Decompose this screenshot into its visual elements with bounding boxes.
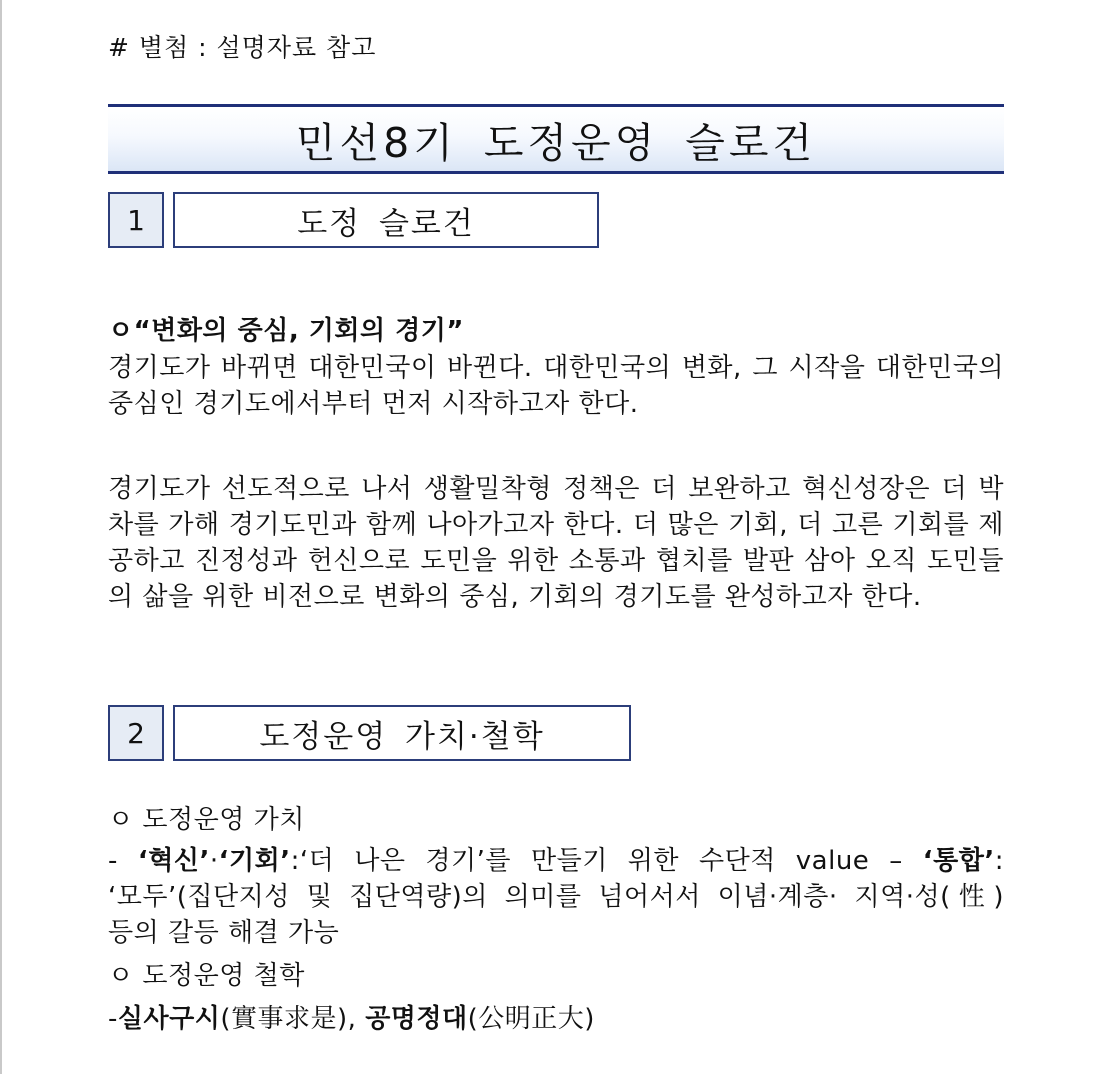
philosophy-prefix: - [108, 1004, 118, 1034]
value-line-3: 등의 갈등 해결 가능 [108, 918, 340, 948]
section-2-number: 2 [108, 705, 164, 761]
philosophy-term-1: 실사구시 [117, 1004, 221, 1034]
section-1-heading: 도정 슬로건 [173, 192, 599, 248]
value-line-1-colon: : [994, 846, 1004, 876]
page-left-border [0, 0, 2, 1074]
keyword-opportunity: ‘기회’ [218, 846, 291, 876]
philosophy-heading: ㅇ 도정운영 철학 [108, 961, 305, 991]
value-line-1-text: :‘더 나은 경기’를 만들기 위한 수단적 value – [290, 846, 923, 876]
title-banner [108, 104, 1004, 174]
section-1-number: 1 [108, 192, 164, 248]
philosophy-hanja-1: (實事求是), [220, 1004, 366, 1034]
section-1-paragraph-2: 경기도가 선도적으로 나서 생활밀착형 정책은 더 보완하고 혁신성장은 더 박차를 가해 경기도민과 함께 나아가고자 한다. 더 많은 기회, 더 고른 기회를 제공하고 진정성과 헌신으로 도민을 위한 소통과 협치를 발판 삼아 오직 도민들의 삶을 위한 비전으로 변화의 중심, 기회의 경기도를 완성하고자 한다. [108, 474, 1004, 612]
keyword-innovation: ‘혁신’ [137, 846, 210, 876]
section-2-heading: 도정운영 가치·철학 [173, 705, 631, 761]
value-heading: ㅇ 도정운영 가치 [108, 805, 305, 835]
page-title: 민선8기 도정운영 슬로건 [295, 118, 817, 167]
slogan-text: ㅇ“변화의 중심, 기회의 경기” [108, 316, 464, 346]
value-line-1-prefix: - [108, 846, 138, 876]
philosophy-hanja-2: (公明正大) [467, 1004, 595, 1034]
keyword-separator: · [209, 846, 219, 876]
section-1-paragraph-1: 경기도가 바뀌면 대한민국이 바뀐다. 대한민국의 변화, 그 시작을 대한민국의 중심인 경기도에서부터 먼저 시작하고자 한다. [108, 353, 1004, 419]
philosophy-term-2: 공명정대 [365, 1004, 468, 1034]
value-line-2: ‘모두’(집단지성 및 집단역량)의 의미를 넘어서서 이념·계층· 지역·성(性) [108, 882, 1004, 912]
keyword-integration: ‘통합’ [922, 846, 995, 876]
philosophy-line [108, 998, 595, 1035]
attachment-note: # 별첨 : 설명자료 참고 [108, 33, 377, 62]
value-line-1 [108, 840, 1004, 877]
